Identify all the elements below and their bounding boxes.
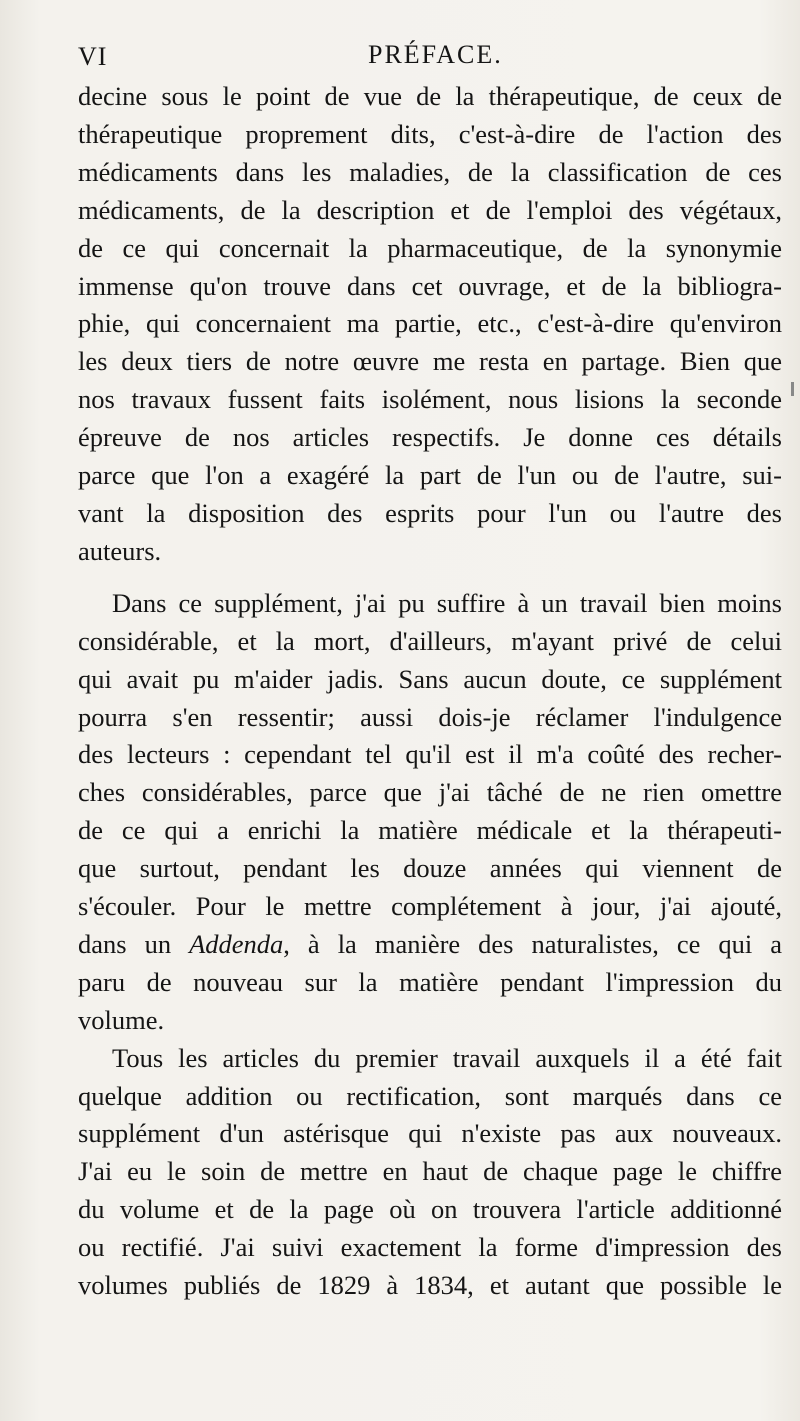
text-line: vant la disposition des esprits pour l'un ou l'autre des bbox=[78, 497, 782, 528]
text-line: parce que l'on a exagéré la part de l'un ou de l'autre, sui- bbox=[78, 460, 782, 491]
text-line: immense qu'on trouve dans cet ouvrage, et de la bibliogra- bbox=[78, 270, 782, 301]
text-line: s'écouler. Pour le mettre complétement à jour, j'ai ajouté, bbox=[78, 891, 782, 922]
text-line: decine sous le point de vue de la thérapeutique, de ceux de bbox=[78, 81, 782, 111]
text-line: volume. bbox=[78, 1004, 165, 1035]
text-line: Dans ce supplément, j'ai pu suffire à un travail bien moins bbox=[112, 587, 782, 618]
text-line: J'ai eu le soin de mettre en haut de chaque page le chiffre bbox=[78, 1156, 782, 1187]
text-line: que surtout, pendant les douze années qui viennent de bbox=[78, 853, 782, 884]
text-line: les deux tiers de notre œuvre me resta en partage. Bien que bbox=[78, 346, 782, 377]
text-line: supplément d'un astérisque qui n'existe pas aux nouveaux. bbox=[78, 1118, 782, 1149]
paragraph-2 bbox=[78, 585, 782, 1040]
addenda-after: , à la manière des naturalistes, ce qui a bbox=[283, 928, 782, 959]
page-number: VI bbox=[78, 42, 108, 71]
margin-mark bbox=[791, 382, 794, 396]
text-line-addenda bbox=[78, 926, 782, 964]
body-text bbox=[78, 78, 782, 1305]
text-line: auteurs. bbox=[78, 535, 162, 566]
running-title: PRÉFACE. bbox=[368, 40, 503, 69]
text-line: volumes publiés de 1829 à 1834, et autant que possible le bbox=[78, 1270, 782, 1301]
text-line: ou rectifié. J'ai suivi exactement la forme d'impression des bbox=[78, 1232, 782, 1263]
addenda-italic: Addenda bbox=[189, 928, 284, 959]
text-line: des lecteurs : cependant tel qu'il est il m'a coûté des recher- bbox=[78, 739, 782, 770]
text-line: de ce qui a enrichi la matière médicale et la thérapeuti- bbox=[78, 815, 782, 846]
text-line: pourra s'en ressentir; aussi dois-je réclamer l'indulgence bbox=[78, 701, 782, 732]
text-line: paru de nouveau sur la matière pendant l'impression du bbox=[78, 966, 782, 997]
paragraph-3 bbox=[78, 1040, 782, 1305]
text-line: qui avait pu m'aider jadis. Sans aucun doute, ce supplément bbox=[78, 663, 782, 694]
text-line: considérable, et la mort, d'ailleurs, m'ayant privé de celui bbox=[78, 625, 782, 656]
addenda-before: dans un bbox=[78, 928, 190, 959]
text-line: thérapeutique proprement dits, c'est-à-dire de l'action des bbox=[78, 118, 782, 149]
text-line: Tous les articles du premier travail auxquels il a été fait bbox=[112, 1042, 782, 1073]
text-line: phie, qui concernaient ma partie, etc., c'est-à-dire qu'environ bbox=[78, 308, 782, 339]
text-line: nos travaux fussent faits isolément, nous lisions la seconde bbox=[78, 384, 782, 415]
text-line: ches considérables, parce que j'ai tâché de ne rien omettre bbox=[78, 777, 782, 808]
text-line: du volume et de la page où on trouvera l'article additionné bbox=[78, 1194, 782, 1225]
text-line: médicaments dans les maladies, de la classification de ces bbox=[78, 156, 782, 187]
text-line: médicaments, de la description et de l'emploi des végétaux, bbox=[78, 194, 782, 225]
paragraph-1 bbox=[78, 78, 782, 571]
text-line: épreuve de nos articles respectifs. Je donne ces détails bbox=[78, 422, 782, 453]
page-header bbox=[78, 36, 778, 76]
text-line: de ce qui concernait la pharmaceutique, de la synonymie bbox=[78, 232, 782, 263]
text-line: quelque addition ou rectification, sont marqués dans ce bbox=[78, 1080, 782, 1111]
